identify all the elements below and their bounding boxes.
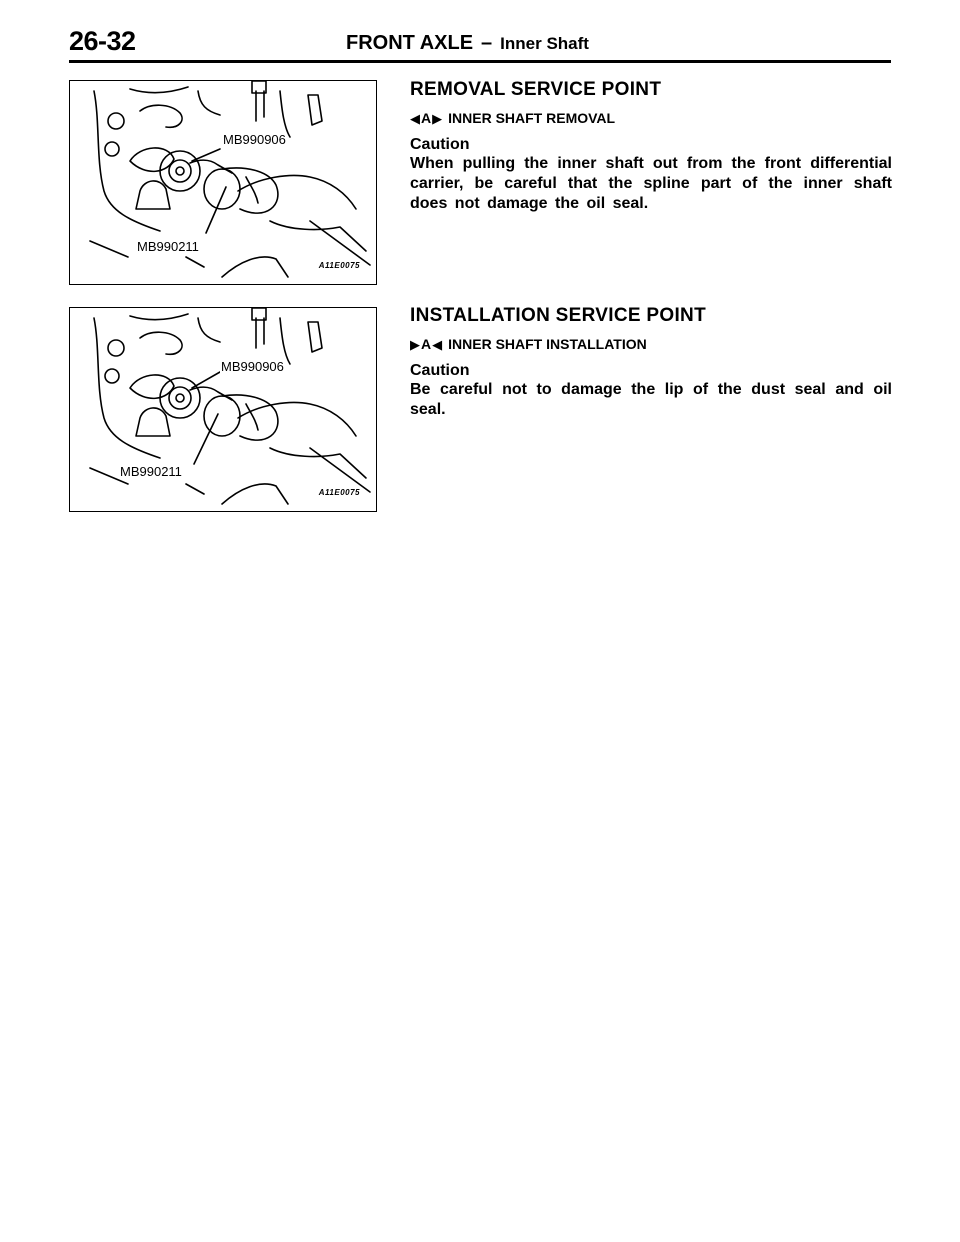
procedure-title: INNER SHAFT INSTALLATION	[448, 336, 647, 352]
removal-illustration	[69, 80, 377, 285]
installation-drawing	[70, 308, 377, 512]
caution-text: Be careful not to damage the lip of the dust seal and oil seal.	[410, 381, 892, 418]
procedure-letter: A	[421, 336, 432, 352]
installation-section	[410, 305, 892, 420]
triangle-left-icon: ◀	[410, 110, 420, 126]
tool-label-mb990906: MB990906	[223, 132, 286, 147]
removal-heading: REMOVAL SERVICE POINT	[410, 79, 662, 100]
page-title	[346, 32, 589, 55]
installation-heading: INSTALLATION SERVICE POINT	[410, 305, 706, 326]
procedure-letter: A	[421, 110, 432, 126]
removal-section	[410, 79, 892, 214]
triangle-right-icon: ▶	[410, 336, 420, 352]
page-number: 26-32	[69, 26, 136, 56]
header-rule	[69, 60, 891, 63]
installation-illustration	[69, 307, 377, 512]
figure-code: A11E0075	[318, 488, 360, 497]
figure-code: A11E0075	[318, 261, 360, 270]
title-separator: –	[481, 32, 493, 54]
removal-drawing	[70, 81, 377, 285]
caution-title: Caution	[410, 136, 470, 153]
removal-procedure	[410, 110, 892, 126]
tool-label-mb990211: MB990211	[137, 239, 199, 254]
caution-text: When pulling the inner shaft out from the front differential carrier, be careful that the spline part of the inner shaft does not damage the oil seal.	[410, 155, 892, 212]
procedure-title: INNER SHAFT REMOVAL	[448, 110, 616, 126]
triangle-right-icon: ▶	[432, 110, 443, 126]
section-subtitle: Inner Shaft	[500, 34, 589, 53]
triangle-left-icon: ◀	[432, 336, 443, 352]
caution-title: Caution	[410, 362, 470, 379]
chapter-title: FRONT AXLE	[346, 32, 474, 54]
installation-procedure	[410, 336, 892, 352]
tool-label-mb990906: MB990906	[221, 359, 284, 374]
tool-label-mb990211: MB990211	[120, 464, 182, 479]
